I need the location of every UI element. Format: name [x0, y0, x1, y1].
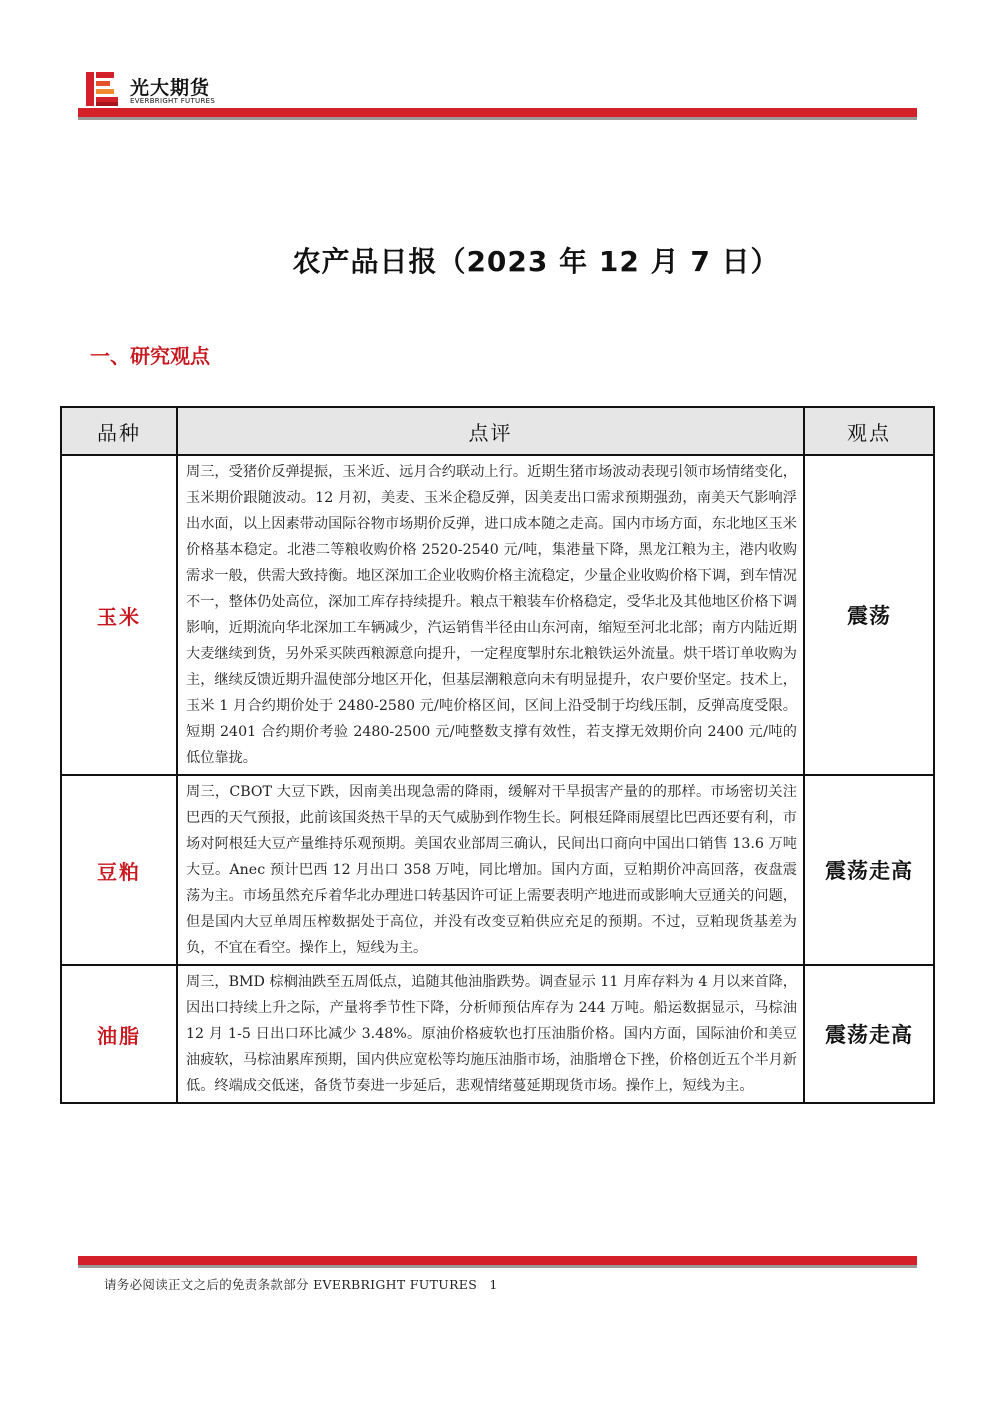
- footer: [104, 1275, 498, 1293]
- variety-cell: 油脂: [61, 965, 177, 1103]
- comment-cell: 周三，BMD 棕榈油跌至五周低点，追随其他油脂跌势。调查显示 11 月库存料为 4 月以来首降，因出口持续上升之际，产量将季节性下降，分析师预估库存为 244 万吨。船运数据显示，马棕油 12 月 1-5 日出口环比减少 3.48%。原油价格疲软也打压油脂价格。国内方面，国际油价和美豆油疲软，马棕油累库预期，国内供应宽松等均施压油脂市场，油脂增仓下挫，价格创近五个半月新低。终端成交低迷，备货节奏进一步延后，悲观情绪蔓延期现货市场。操作上，短线为主。: [177, 965, 804, 1103]
- section-title: 一、研究观点: [90, 344, 210, 368]
- footer-rule-shadow: [78, 1265, 917, 1268]
- header-comment: 点评: [177, 407, 804, 455]
- brand-logo: [86, 70, 236, 110]
- table-row: [61, 775, 934, 965]
- brand-name-en: EVERBRIGHT FUTURES: [130, 97, 216, 105]
- page-number: 1: [489, 1277, 498, 1292]
- header-rule-shadow: [78, 117, 917, 120]
- everbright-logo-icon: [86, 72, 122, 106]
- variety-cell: 豆粕: [61, 775, 177, 965]
- table-row: [61, 965, 934, 1103]
- table-header-row: [61, 407, 934, 455]
- brand-name: 光大期货: [130, 77, 211, 99]
- report-title: 农产品日报（2023 年 12 月 7 日）: [292, 245, 780, 278]
- header-variety: 品种: [61, 407, 177, 455]
- opinion-cell: 震荡走高: [804, 775, 934, 965]
- disclaimer-text: 请务必阅读正文之后的免责条款部分 EVERBRIGHT FUTURES: [104, 1277, 478, 1292]
- opinion-cell: 震荡走高: [804, 965, 934, 1103]
- footer-rule: [78, 1256, 917, 1265]
- research-view-table: [60, 406, 935, 1104]
- comment-cell: 周三，受猪价反弹提振，玉米近、远月合约联动上行。近期生猪市场波动表现引领市场情绪变化，玉米期价跟随波动。12 月初，美麦、玉米企稳反弹，因美麦出口需求预期强劲，南美天气影响浮出水面，以上因素带动国际谷物市场期价反弹，进口成本随之走高。国内市场方面，东北地区玉米价格基本稳定。北港二等粮收购价格 2520-2540 元/吨，集港量下降，黑龙江粮为主，港内收购需求一般，供需大致持衡。地区深加工企业收购价格主流稳定，少量企业收购价格下调，到车情况不一，整体仍处高位，深加工库存持续提升。粮点干粮装车价格稳定，受华北及其他地区价格下调影响，近期流向华北深加工车辆减少，汽运销售半径由山东河南，缩短至河北北部；南方内陆近期大麦继续到货，另外采买陕西粮源意向提升，一定程度掣肘东北粮铁运外流量。烘干塔订单收购为主，继续反馈近期升温使部分地区开化，但基层潮粮意向未有明显提升，农户要价坚定。技术上，玉米 1 月合约期价处于 2480-2580 元/吨价格区间，区间上沿受制于均线压制，反弹高度受限。短期 2401 合约期价考验 2480-2500 元/吨整数支撑有效性，若支撑无效期价向 2400 元/吨的低位靠拢。: [177, 455, 804, 775]
- comment-cell: 周三，CBOT 大豆下跌，因南美出现急需的降雨，缓解对干旱损害产量的的那样。市场密切关注巴西的天气预报，此前该国炎热干旱的天气威胁到作物生长。阿根廷降雨展望比巴西还要有利，市场对阿根廷大豆产量维持乐观预期。美国农业部周三确认，民间出口商向中国出口销售 13.6 万吨大豆。Anec 预计巴西 12 月出口 358 万吨，同比增加。国内方面，豆粕期价冲高回落，夜盘震荡为主。市场虽然充斥着华北办理进口转基因许可证上需要表明产地进而或影响大豆通关的问题，但是国内大豆单周压榨数据处于高位，并没有改变豆粕供应充足的预期。不过，豆粕现货基差为负，不宜在看空。操作上，短线为主。: [177, 775, 804, 965]
- header-opinion: 观点: [804, 407, 934, 455]
- table-row: [61, 455, 934, 775]
- opinion-cell: 震荡: [804, 455, 934, 775]
- header-rule: [78, 108, 917, 117]
- variety-cell: 玉米: [61, 455, 177, 775]
